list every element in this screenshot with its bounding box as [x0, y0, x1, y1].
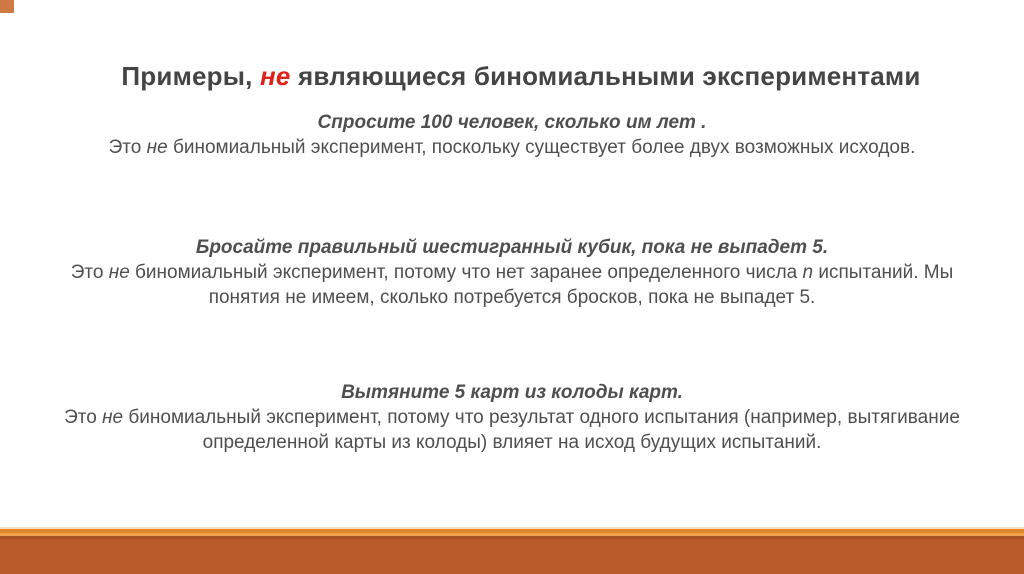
body-text: Это: [64, 407, 103, 428]
example-block-draw-cards: [52, 380, 972, 455]
body-text-emphasis: не: [108, 262, 130, 283]
body-text-emphasis: не: [146, 137, 168, 158]
body-text: биномиальный эксперимент, потому что результат одного испытания (например, вытягивание: [123, 407, 960, 428]
example-body-line: [52, 260, 972, 285]
title-text-post: являющиеся биномиальными экспериментами: [290, 61, 921, 92]
body-text: биномиальный эксперимент, поскольку существует более двух возможных исходов.: [167, 137, 916, 158]
example-body-line: определенной карты из колоды) влияет на исход будущих испытаний.: [202, 432, 822, 453]
title-text-pre: Примеры,: [121, 61, 261, 92]
title-highlight-ne: не: [260, 61, 291, 92]
example-heading: Спросите 100 человек, сколько им лет .: [317, 112, 707, 133]
body-text: Это: [70, 262, 109, 283]
body-text: биномиальный эксперимент, потому что нет заранее определенного числа: [129, 262, 803, 283]
example-block-ask-age: [52, 110, 972, 160]
body-text: Это: [108, 137, 147, 158]
page-title: [9, 62, 1024, 90]
example-body-line: понятия не имеем, сколько потребуется бросков, пока не выпадет 5.: [208, 287, 816, 308]
example-heading: Вытяните 5 карт из колоды карт.: [341, 382, 683, 403]
body-text-variable-n: n: [802, 262, 814, 283]
body-text-emphasis: не: [102, 407, 124, 428]
corner-accent-square: [0, 0, 14, 13]
example-block-dice-roll: [52, 235, 972, 310]
example-heading: Бросайте правильный шестигранный кубик, пока не выпадет 5.: [195, 237, 829, 258]
footer-band-rust: [0, 539, 1024, 574]
footer-accent-bar: [0, 527, 1024, 574]
example-body-line: [52, 405, 972, 430]
example-body-line: [52, 135, 972, 160]
body-text: испытаний. Мы: [813, 262, 954, 283]
